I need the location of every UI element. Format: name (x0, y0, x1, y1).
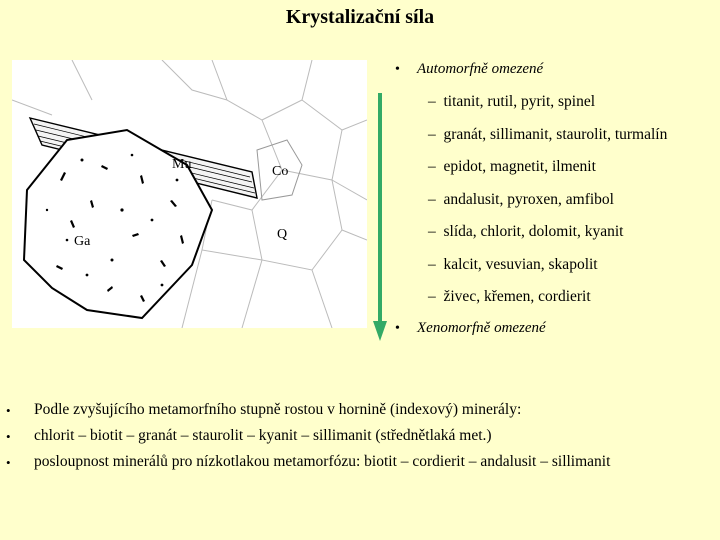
bottom-bullet: • (395, 321, 400, 336)
notes-list (0, 401, 720, 479)
series-item: – titanit, rutil, pyrit, spinel (428, 93, 596, 110)
series-item: – slída, chlorit, dolomit, kyanit (428, 223, 624, 240)
series-item: – živec, křemen, cordierit (428, 288, 591, 305)
label-ga: Ga (74, 234, 91, 249)
top-bullet: • (395, 62, 400, 77)
series-item: – granát, sillimanit, staurolit, turmalín (428, 126, 668, 143)
crystallization-arrow (373, 93, 387, 348)
slide-title: Krystalizační síla (285, 6, 435, 28)
note-item: • posloupnost minerálů pro nízkotlakou metamorfózu: biotit – cordierit – andalusit – sillimanit (6, 453, 611, 470)
note-item: • Podle zvyšujícího metamorfního stupně rostou v hornině (indexový) minerály: (6, 401, 522, 418)
xenomorphic-label: Xenomorfně omezené (417, 320, 546, 336)
series-item: – andalusit, pyroxen, amfibol (428, 191, 614, 208)
label-mu: Mu (172, 157, 192, 172)
label-co: Co (272, 164, 289, 179)
crystal-sketch-figure (12, 60, 367, 328)
series-item: – epidot, magnetit, ilmenit (428, 158, 596, 175)
series-item: – kalcit, vesuvian, skapolit (428, 256, 598, 273)
label-q: Q (277, 227, 288, 242)
automorphic-label: Automorfně omezené (417, 61, 544, 77)
note-item: • chlorit – biotit – granát – staurolit – kyanit – sillimanit (střednětlaká met.) (6, 427, 492, 444)
